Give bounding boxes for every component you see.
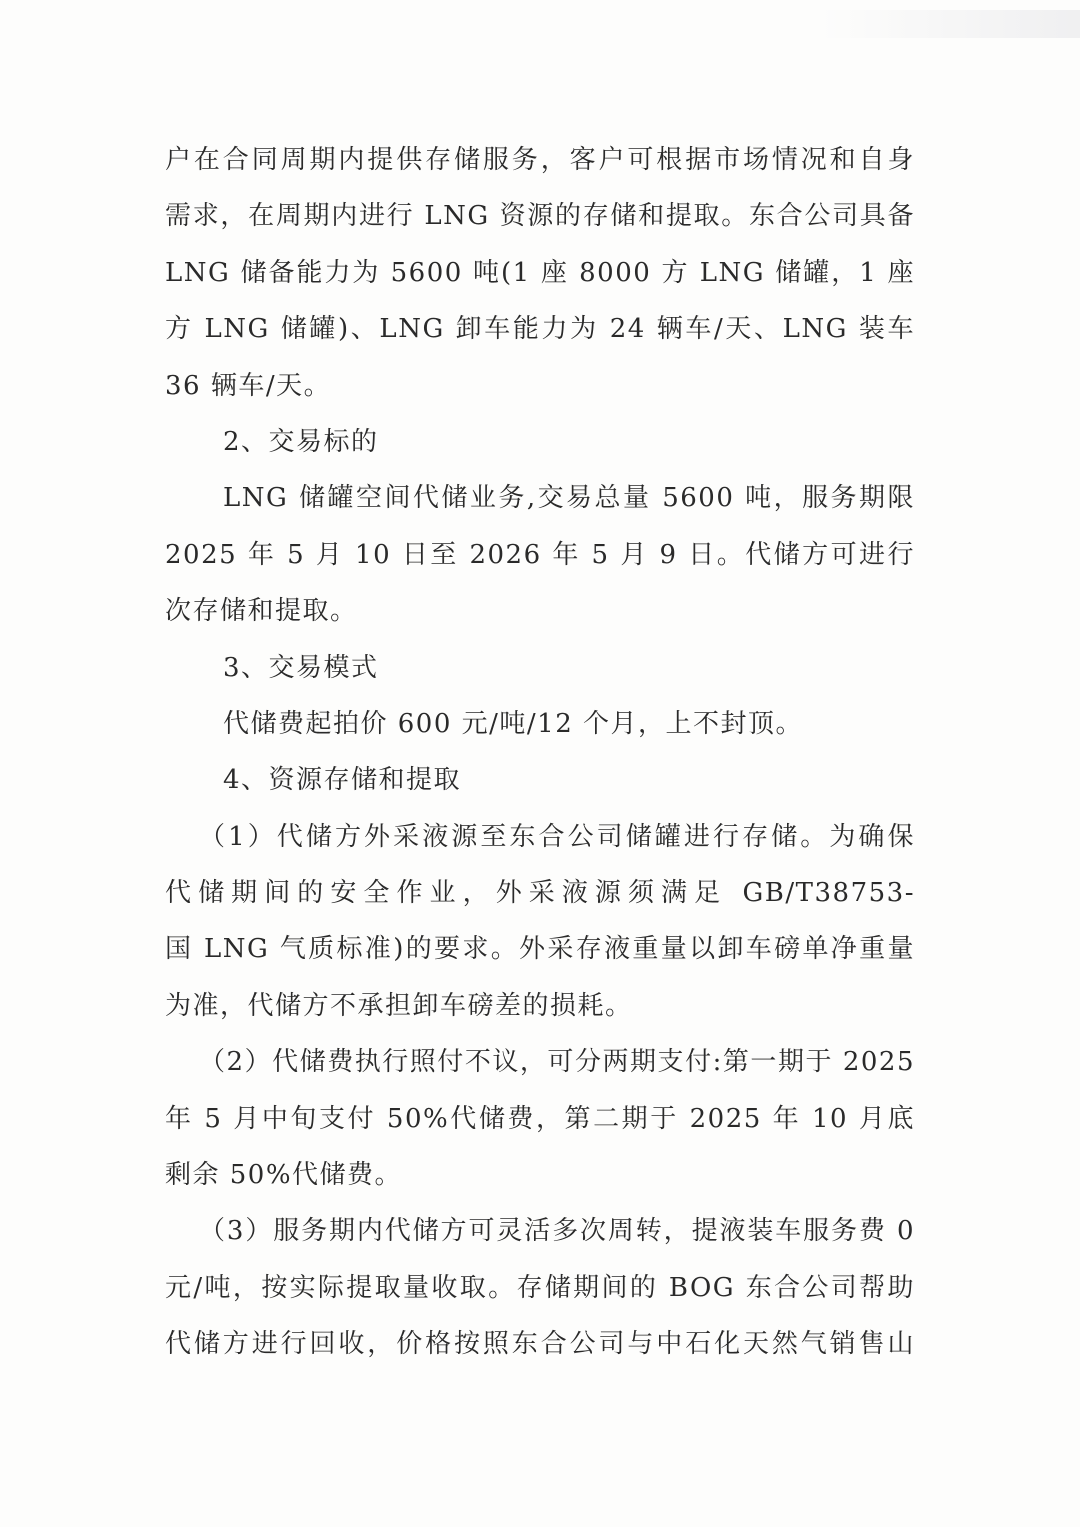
paragraph-line: 户在合同周期内提供存储服务，客户可根据市场情况和自身 bbox=[165, 145, 915, 175]
scan-edge-shading bbox=[820, 10, 1080, 38]
paragraph-line: 36 辆车/天。 bbox=[165, 370, 332, 401]
paragraph-line: LNG 储备能力为 5600 吨(1 座 8000 方 LNG 储罐，1 座 bbox=[165, 257, 915, 288]
section-heading-3: 3、交易模式 bbox=[223, 652, 379, 683]
document-body bbox=[165, 132, 915, 1373]
paragraph-line: 代储方进行回收，价格按照东合公司与中石化天然气销售山 bbox=[165, 1329, 915, 1360]
paragraph-line: 年 5 月中旬支付 50%代储费，第二期于 2025 年 10 月底 bbox=[165, 1103, 915, 1134]
paragraph-line: LNG 储罐空间代储业务,交易总量 5600 吨，服务期限 bbox=[223, 483, 915, 514]
paragraph-line: 需求，在周期内进行 LNG 资源的存储和提取。东合公司具备 bbox=[165, 201, 915, 232]
paragraph-line: 代储费起拍价 600 元/吨/12 个月，上不封顶。 bbox=[223, 708, 804, 739]
paragraph-line: 剩余 50%代储费。 bbox=[165, 1160, 403, 1191]
paragraph-line: （1）代储方外采液源至东合公司储罐进行存储。为确保 bbox=[199, 821, 915, 852]
paragraph-line: 次存储和提取。 bbox=[165, 596, 358, 627]
paragraph-line: 方 LNG 储罐)、LNG 卸车能力为 24 辆车/天、LNG 装车 bbox=[165, 314, 915, 345]
paragraph-line: （2）代储费执行照付不议，可分两期支付:第一期于 2025 bbox=[199, 1047, 915, 1078]
paragraph-line: 2025 年 5 月 10 日至 2026 年 5 月 9 日。代储方可进行 bbox=[165, 539, 915, 570]
paragraph-line: 元/吨，按实际提取量收取。存储期间的 BOG 东合公司帮助 bbox=[165, 1272, 915, 1303]
section-heading-4: 4、资源存储和提取 bbox=[223, 765, 462, 796]
paragraph-line: 代储期间的安全作业，外采液源须满足 GB/T38753- bbox=[165, 878, 915, 909]
section-heading-2: 2、交易标的 bbox=[223, 426, 379, 457]
paragraph-line: 国 LNG 气质标准)的要求。外采存液重量以卸车磅单净重量 bbox=[165, 934, 915, 965]
paragraph-line: 为准，代储方不承担卸车磅差的损耗。 bbox=[165, 990, 633, 1021]
paragraph-line: （3）服务期内代储方可灵活多次周转，提液装车服务费 0 bbox=[199, 1216, 915, 1247]
